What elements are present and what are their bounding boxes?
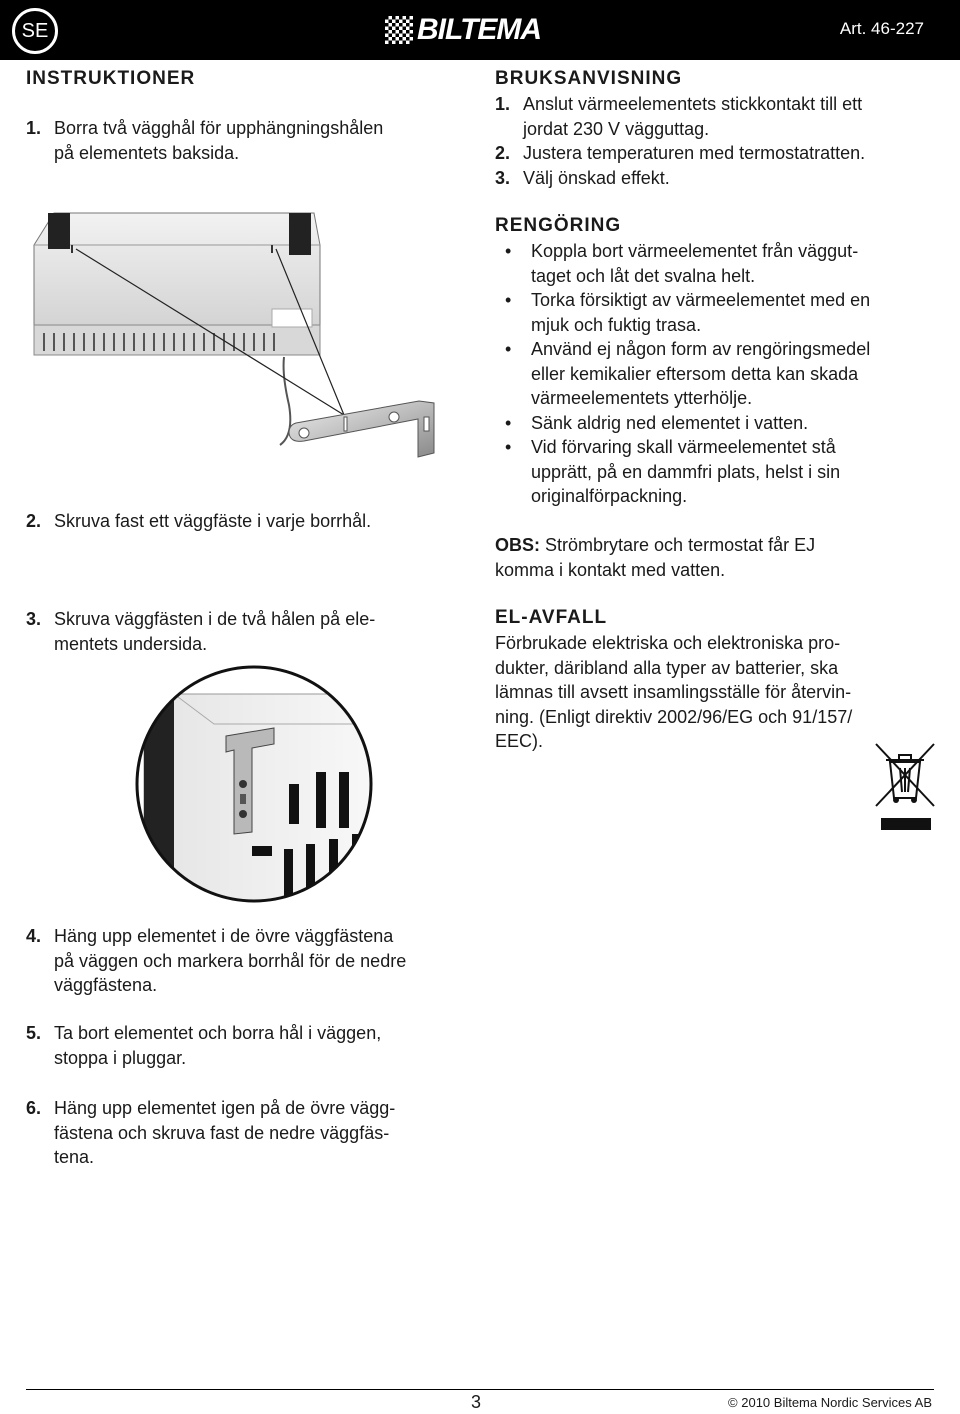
bruksanvisning-title: BRUKSANVISNING	[495, 68, 683, 89]
bracket-closeup-illustration	[134, 664, 374, 904]
obs-label: OBS:	[495, 535, 540, 555]
step-text: på väggen och markera borrhål för de nedre	[54, 950, 407, 971]
heater-bracket-illustration	[14, 205, 454, 505]
brand-name: BILTEMA	[417, 13, 542, 46]
page-number: 3	[471, 1392, 482, 1412]
step-text: jordat 230 V vägguttag.	[523, 118, 710, 139]
rengoring-title: RENGÖRING	[495, 215, 622, 236]
instruction-step-6	[26, 1096, 476, 1170]
step-number: 5.	[26, 1023, 42, 1043]
list-item: • Sänk aldrig ned elementet i vatten.	[495, 411, 935, 436]
step-text: Borra två vägghål för upphängningshålen	[54, 118, 384, 138]
weee-bin-icon	[872, 740, 938, 810]
bruksanvisning-list	[495, 92, 935, 190]
instruction-step-1	[26, 116, 466, 165]
list-item: • Koppla bort värmeelementet från väggut- taget och låt det svalna helt.	[495, 239, 935, 288]
step-text: Skruva fast ett väggfäste i varje borrhål.	[54, 511, 372, 531]
step-number: 6.	[26, 1098, 42, 1118]
step-text: Skruva väggfästen i de två hålen på ele-	[54, 609, 376, 629]
step-text: fästena och skruva fast de nedre väggfäs-	[54, 1122, 390, 1143]
language-badge: SE	[12, 8, 58, 54]
rengoring-list	[495, 239, 935, 509]
checkered-flag-icon	[385, 16, 413, 44]
step-number: 2.	[26, 511, 42, 531]
list-item: • Vid förvaring skall värmeelementet stå upprätt, på en dammfri plats, helst i sin originalförpackning.	[495, 435, 935, 509]
obs-text: Strömbrytare och termostat får EJ	[545, 535, 816, 555]
step-number: 3.	[495, 167, 511, 188]
copyright-text: © 2010 Biltema Nordic Services AB	[728, 1395, 932, 1410]
article-number: Art. 46-227	[839, 19, 924, 38]
footer-divider	[26, 1389, 934, 1390]
step-text: Anslut värmeelementets stickkontakt till ett	[523, 94, 863, 114]
list-item: • Använd ej någon form av rengöringsmedel eller kemikalier eftersom detta kan skada värmeelementets ytterhölje.	[495, 337, 935, 411]
step-number: 4.	[26, 926, 42, 946]
step-number: 1.	[26, 118, 42, 138]
obs-text: komma i kontakt med vatten.	[495, 559, 726, 580]
brand-logo	[385, 10, 541, 50]
instruction-step-5	[26, 1021, 476, 1070]
instruction-step-3	[26, 607, 466, 656]
step-number: 2.	[495, 143, 511, 163]
list-item: • Torka försiktigt av värmeelementet med en mjuk och fuktig trasa.	[495, 288, 935, 337]
step-text: på elementets baksida.	[54, 142, 240, 163]
step-number: 3.	[26, 609, 42, 629]
step-text: Välj önskad effekt.	[523, 167, 670, 188]
step-text: tena.	[54, 1147, 95, 1167]
obs-note	[495, 533, 935, 582]
step-text: stoppa i pluggar.	[54, 1047, 187, 1068]
step-text: väggfästena.	[54, 975, 158, 995]
step-text: mentets undersida.	[54, 633, 208, 654]
step-text: Justera temperaturen med termostatratten.	[523, 143, 866, 163]
header-bar	[0, 0, 960, 60]
instruktioner-title: INSTRUKTIONER	[26, 68, 196, 89]
elavfall-text: Förbrukade elektriska och elektroniska pro- dukter, däribland alla typer av batterier, ska lämnas till avsett insamlingsställe för återvin- ning. (Enligt direktiv 2002/96/EG och 91/157/ EEC).	[495, 633, 853, 751]
instruction-step-4	[26, 924, 476, 998]
elavfall-title: EL-AVFALL	[495, 607, 608, 628]
step-text: Häng upp elementet igen på de övre vägg-	[54, 1098, 396, 1118]
step-number: 1.	[495, 94, 511, 114]
weee-bar	[881, 818, 931, 830]
step-text: Ta bort elementet och borra hål i väggen,	[54, 1023, 382, 1043]
step-text: Häng upp elementet i de övre väggfästena	[54, 926, 394, 946]
instruction-step-2	[26, 509, 466, 534]
